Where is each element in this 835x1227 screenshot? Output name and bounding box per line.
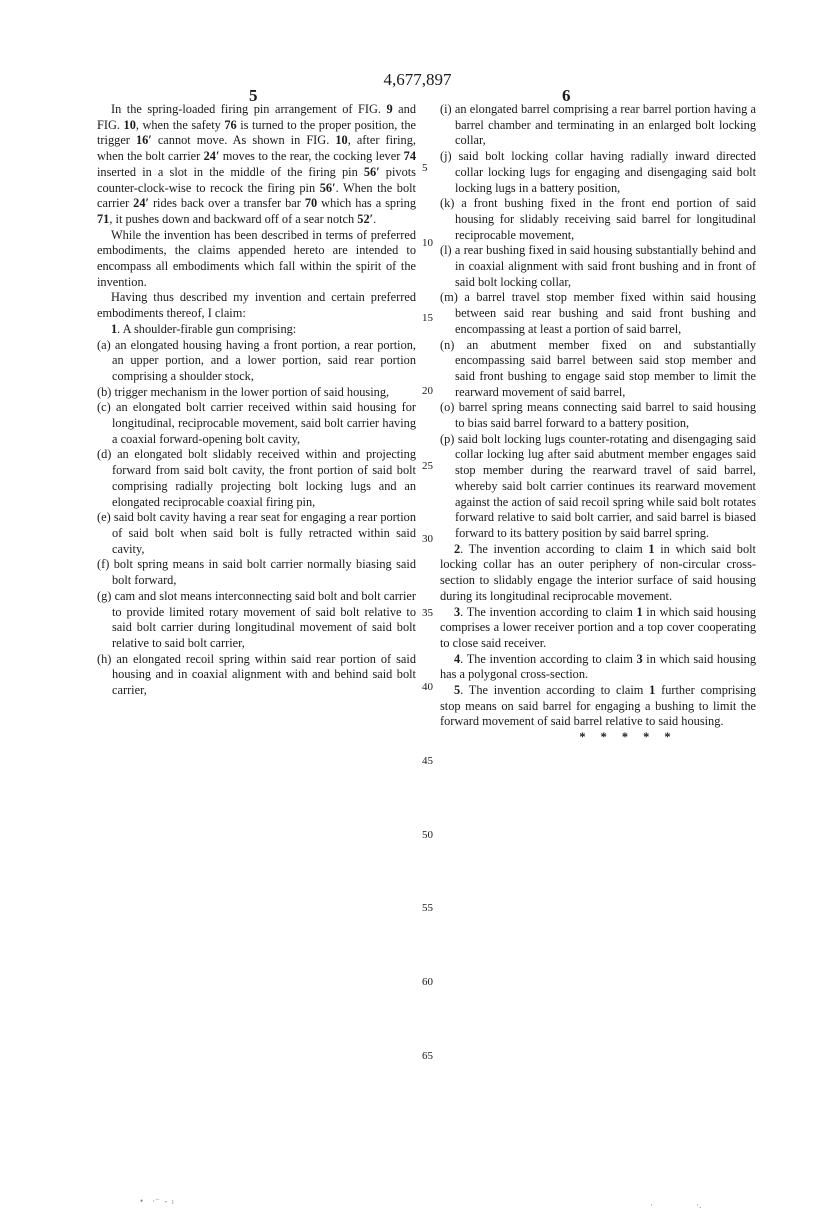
paragraph: 1. A shoulder-firable gun comprising: — [111, 321, 297, 336]
page-number-left: 5 — [249, 86, 258, 105]
claim-element: (m) a barrel travel stop member fixed within said housing between said rear bushing and said front bushing and encompassing at least a portion of said barrel, — [440, 290, 756, 336]
scan-speck: ·. — [696, 1200, 702, 1210]
line-number: 60 — [422, 976, 433, 988]
claim-element: (b) trigger mechanism in the lower portion of said housing, — [97, 384, 390, 399]
paragraph: 4. The invention according to claim 3 in which said housing has a polygonal cross-section. — [440, 651, 756, 682]
claim-element: (g) cam and slot means interconnecting said bolt and bolt carrier to provide limited rotary movement of said bolt relative to said bolt carrier during longitudinal movement of said bolt relative to said bolt carrier, — [97, 588, 416, 650]
left-text-column — [97, 102, 416, 699]
line-number: 55 — [422, 902, 433, 914]
paragraph: 5. The invention according to claim 1 further comprising stop means on said barrel for engaging a bushing to limit the forward movement of said barrel relative to said housing. — [440, 683, 756, 729]
paragraph: While the invention has been described in terms of preferred embodiments, the claims appended hereto are intended to encompass all embodiments which fall within the spirit of the invention. — [97, 227, 416, 289]
claim-element: (l) a rear bushing fixed in said housing substantially behind and in coaxial alignment with said front bushing and in front of said bolt locking collar, — [440, 243, 756, 289]
claim-element: (p) said bolt locking lugs counter-rotating and disengaging said collar locking lug after said abutment member engages said stop member during the rearward travel of said barrel, whereby said bolt carrier continues its rearward movement against the action of said recoil spring while said bolt rotates forward relative to said bolt carrier, and said barrel is biased forward to its battery position by said barrel spring. — [440, 431, 756, 540]
claim-element: (a) an elongated housing having a front portion, a rear portion, an upper portion, and a lower portion, said rear portion comprising a shoulder stock, — [97, 337, 416, 383]
paragraph: In the spring-loaded firing pin arrangement of FIG. 9 and FIG. 10, when the safety 76 is turned to the proper position, the trigger 16′ cannot move. As shown in FIG. 10, after firing, when the bolt carrier 24′ moves to the rear, the cocking lever 74 inserted in a slot in the middle of the firing pin 56′ pivots counter-clock-wise to recock the firing pin 56′. When the bolt carrier 24′ rides back over a transfer bar 70 which has a spring 71, it pushes down and backward off of a sear notch 52′. — [97, 102, 417, 226]
claim-element: (i) an elongated barrel comprising a rear barrel portion having a barrel chamber and terminating in an enlarged bolt locking collar, — [440, 102, 756, 148]
line-number: 20 — [422, 385, 433, 397]
claim-element: (f) bolt spring means in said bolt carrier normally biasing said bolt forward, — [97, 557, 416, 588]
line-number: 45 — [422, 755, 433, 767]
page-number-right: 6 — [562, 86, 571, 105]
claim-element: (k) a front bushing fixed in the front end portion of said housing for slidably receiving said barrel for longitudinal reciprocable movement, — [440, 196, 756, 242]
claim-element: (o) barrel spring means connecting said barrel to said housing to bias said barrel forward to a battery position, — [440, 400, 756, 431]
line-number: 25 — [422, 460, 433, 472]
line-number: 5 — [422, 162, 428, 174]
paragraph: 3. The invention according to claim 1 in which said housing comprises a lower receiver portion and a top cover cooperating to close said receiver. — [440, 604, 756, 650]
claim-element: (j) said bolt locking collar having radially inward directed collar locking lugs for engaging and disengaging said bolt locking lugs in a battery position, — [440, 149, 756, 195]
claim-element: (e) said bolt cavity having a rear seat for engaging a rear portion of said bolt when said bolt is fully retracted within said cavity, — [97, 510, 416, 556]
claim-element: (d) an elongated bolt slidably received within and projecting forward from said bolt cavity, the front portion of said bolt comprising radially projecting bolt locking lugs and an elongated reciprocable coaxial firing pin, — [97, 447, 416, 509]
line-number: 10 — [422, 237, 433, 249]
paragraph: Having thus described my invention and certain preferred embodiments thereof, I claim: — [97, 290, 416, 321]
line-number: 65 — [422, 1050, 433, 1062]
paragraph: 2. The invention according to claim 1 in which said bolt locking collar has an outer periphery of non-circular cross-section to slidably engage the interior surface of said housing during its longitudinal reciprocable movement. — [440, 541, 756, 603]
claim-element: (c) an elongated bolt carrier received within said housing for longitudinal, reciprocable movement, said bolt carrier having a coaxial forward-opening bolt cavity, — [97, 400, 416, 446]
claim-element: (h) an elongated recoil spring within said rear portion of said housing and in coaxial alignment with and behind said bolt carrier, — [97, 651, 416, 698]
patent-number: 4,677,897 — [383, 70, 452, 89]
line-number: 15 — [422, 312, 433, 324]
line-number: 40 — [422, 681, 433, 693]
scan-speck: · — [650, 1200, 653, 1210]
line-number: 35 — [422, 607, 433, 619]
right-text-column — [440, 102, 756, 746]
claim-element: (n) an abutment member fixed on and substantially encompassing said barrel between said stop member and said front bushing to engage said stop member to limit the rearward movement of said barrel, — [440, 337, 756, 399]
line-number: 30 — [422, 533, 433, 545]
line-number: 50 — [422, 829, 433, 841]
end-marker: * * * * * — [579, 730, 677, 745]
scan-speck: • ·⁻ - ₗ — [140, 1196, 175, 1206]
